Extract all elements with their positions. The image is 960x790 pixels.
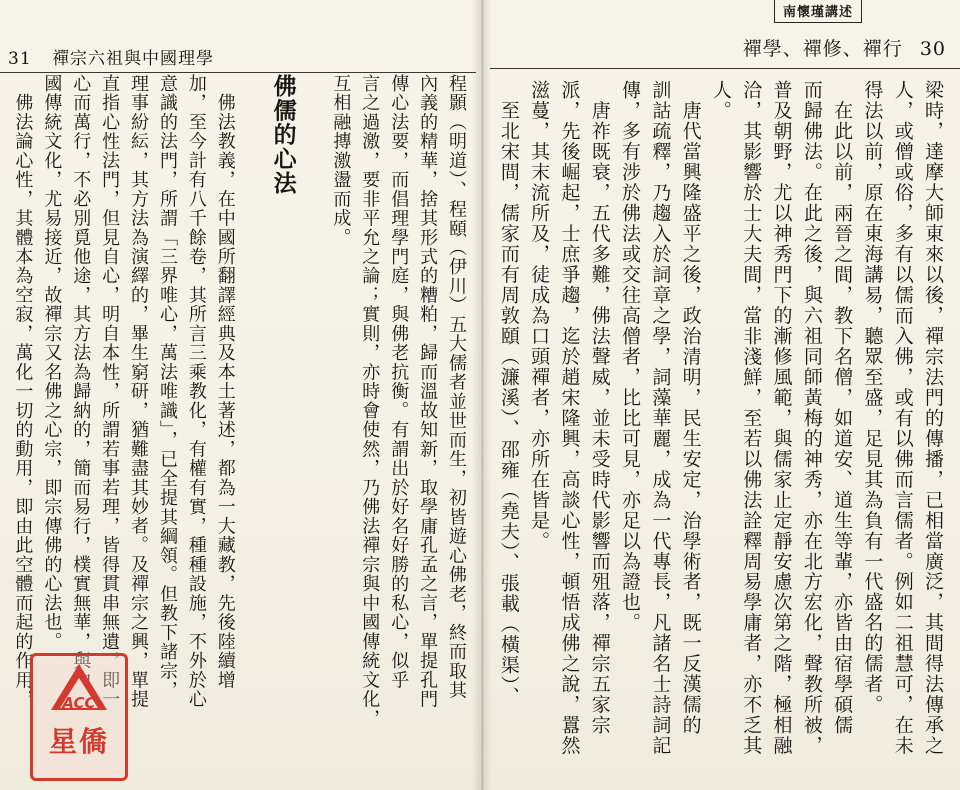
- text-column: 傳心法要，而倡理學門庭，與佛老抗衡。有謂出於好名好勝的私心，似乎: [388, 74, 410, 690]
- text-column: 國傳統文化，尤易接近，故禪宗又名佛之心宗，即宗傳佛的心法也。: [41, 74, 63, 652]
- text-column: 人，或僧或俗，多有以儒而入佛，或有以佛而言儒者。例如二祖慧可，在未: [891, 80, 914, 756]
- left-header-title: 禪宗六祖與中國理學: [52, 49, 215, 69]
- text-column: 意識的法門，所謂「三界唯心，萬法唯識」，已全提其綱領。但教下諸宗，: [156, 74, 178, 700]
- text-column: 加，至今計有八千餘卷，其所言三乘教化，有權有實，種種設施，不外於心: [185, 74, 207, 709]
- text-column: 滋蔓，其末流所及，徒成為口頭禪者，亦所在皆是。: [528, 80, 551, 552]
- right-running-header: [743, 34, 946, 61]
- text-column: 而歸佛法。在此之後，與六祖同師黃梅的神秀，亦在北方宏化，聲教所被，: [800, 80, 823, 756]
- text-column: 得法以前，原在東海講易，聽眾至盛，足見其為負有一代盛名的儒者。: [861, 80, 884, 715]
- text-column: 佛法教義，在中國所翻譯經典及本土著述，都為一大藏教，先後陸續增: [214, 74, 236, 690]
- text-column: 普及朝野，尤以神秀門下的漸修風範，與儒家止定靜安慮次第之階，極相融: [770, 80, 793, 756]
- text-column: 理事紛紜，其方法為演繹的，畢生窮研，猶難盡其妙者。及禪宗之興，單提: [128, 74, 150, 709]
- text-column: 人。: [709, 80, 732, 121]
- stamp-code: ACC: [62, 694, 96, 712]
- left-header-rule: [0, 72, 476, 73]
- right-header-title: 禪學、禪修、禪行: [742, 38, 903, 60]
- text-column: 言之過激，要非平允之論；實則，亦時會使然，乃佛法禪宗與中國傳統文化，: [359, 74, 381, 729]
- text-column: 互相融摶激盪而成。: [330, 74, 352, 248]
- right-page-number: 30: [919, 38, 946, 60]
- text-column: 傳，多有涉於佛法或交往高僧者，比比可見，亦足以為證也。: [619, 80, 642, 633]
- seal-stamp: [30, 653, 128, 781]
- text-column: 直指心性法門，但見自心，明自本性，所謂若事若理，皆得貫串無遺，即一: [99, 74, 121, 709]
- text-column: 在此以前，兩晉之間，教下名僧，如道安、道生等輩，亦皆由宿學碩儒: [831, 80, 854, 736]
- left-running-header: [8, 44, 214, 69]
- text-column: 至北宋間，儒家而有周敦頤（濂溪）、邵雍（堯夫）、張載（橫渠）、: [497, 80, 520, 707]
- text-column: 洽，其影響於士大夫間，當非淺鮮，至若以佛法詮釋周易學庸者，亦不乏其: [740, 80, 763, 756]
- text-column: 派，先後崛起，士庶爭趨，迄於趙宋隆興，高談心性，頓悟成佛之說，囂然: [558, 80, 581, 756]
- stamp-name: 星僑: [48, 725, 109, 758]
- blank-column: [297, 74, 326, 786]
- text-column: 程顥（明道）、程頤（伊川）五大儒者並世而生，初皆遊心佛老，終而取其: [446, 74, 467, 700]
- section-heading: 佛儒的心法: [269, 74, 297, 196]
- text-column: 訓詁疏釋，乃趨入於詞章之學，詞藻華麗，成為一代專長，凡諸名士詩詞記: [649, 80, 672, 756]
- right-page-body: [494, 80, 948, 786]
- left-page-number: 31: [8, 49, 32, 69]
- text-column: 心而萬行，不必別覓他途，其方法為歸納的，簡而易行，樸實無華，與中: [70, 74, 92, 690]
- right-page: [486, 0, 960, 790]
- author-label: 南懷瑾講述: [774, 0, 862, 23]
- text-column: 佛法論心性，其體本為空寂，萬化一切的動用，即由此空體而起的作用，: [12, 74, 34, 709]
- text-column: 梁時，達摩大師東來以後，禪宗法門的傳播，已相當廣泛，其間得法傳承之: [922, 80, 944, 756]
- text-column: 唐代當興隆盛平之後，政治清明，民生安定，治學術者，既一反漢儒的: [679, 80, 702, 736]
- right-header-rule: [490, 68, 960, 69]
- text-column: 唐祚既衰，五代多難，佛法聲威，並未受時代影響而殂落，禪宗五家宗: [588, 80, 611, 736]
- blank-column: [239, 74, 268, 786]
- text-column: 內義的精華，捨其形式的糟粕，歸而溫故知新，取學庸孔孟之言，單提孔門: [417, 74, 439, 709]
